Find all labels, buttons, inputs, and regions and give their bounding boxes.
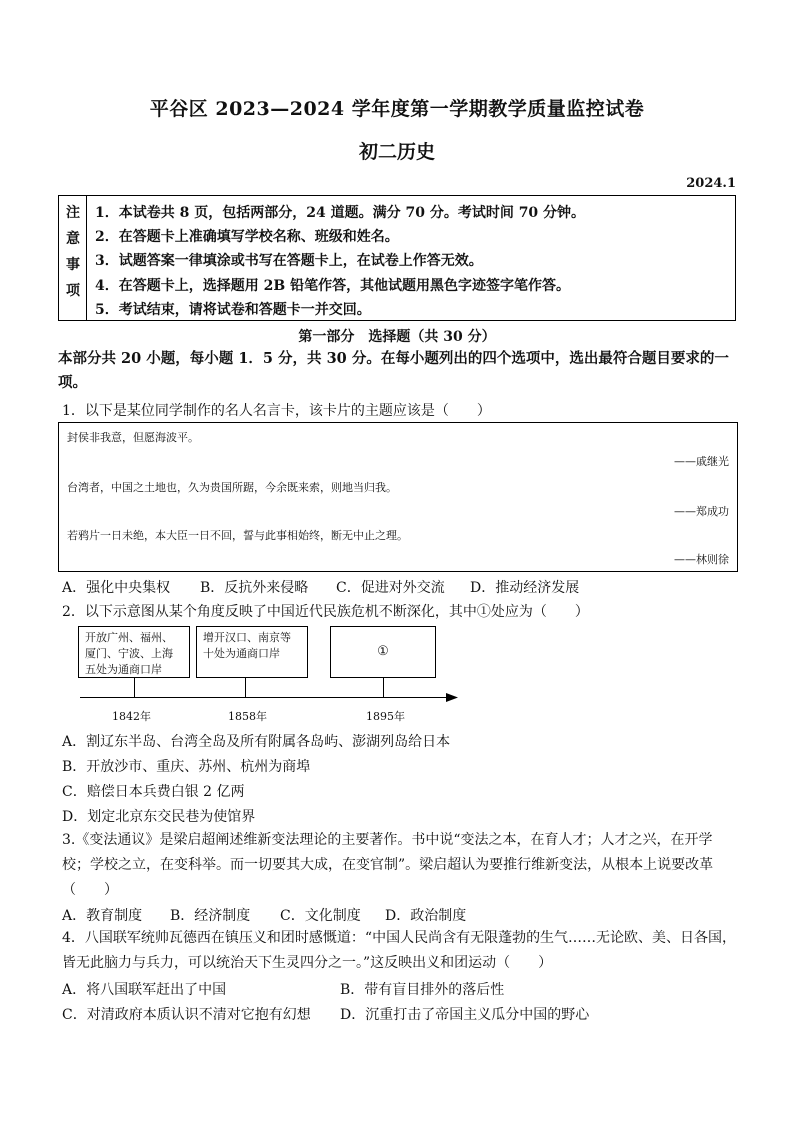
- q3-option-a[interactable]: A．教育制度: [62, 908, 143, 924]
- part-heading: 第一部分 选择题（共 30 分）: [298, 329, 496, 345]
- notice-label-char: 注: [66, 205, 80, 221]
- timeline-tick: [245, 678, 246, 697]
- question-1-stem: 1．以下是某位同学制作的名人名言卡，该卡片的主题应该是（ ）: [62, 403, 491, 419]
- timeline-box-1858: 增开汉口、南京等十处为通商口岸: [196, 626, 308, 678]
- exam-subject: 初二历史: [358, 141, 435, 163]
- timeline-arrow-icon: [446, 692, 458, 703]
- q3-option-d[interactable]: D．政治制度: [385, 908, 467, 924]
- question-4-stem: 4．八国联军统帅瓦德西在镇压义和团时感慨道：“中国人民尚含有无限蓬勃的生气……无论欧、美、日各国，皆无此脑力与兵力，可以统治天下生灵四分之一。”这反映出义和团运动（ ）: [62, 930, 737, 971]
- question-2-stem: 2．以下示意图从某个角度反映了中国近代民族危机不断深化，其中①处应为（ ）: [62, 604, 589, 620]
- timeline-tick: [134, 678, 135, 697]
- q2-option-d[interactable]: D．划定北京东交民巷为使馆界: [62, 809, 256, 825]
- q1-option-c[interactable]: C．促进对外交流: [336, 580, 445, 596]
- notice-label-char: 意: [66, 231, 80, 247]
- quote-text: 封侯非我意，但愿海波平。: [67, 431, 199, 444]
- timeline-box-1842: 开放广州、福州、厦门、宁波、上海五处为通商口岸: [78, 626, 190, 678]
- notice-item: 4．在答题卡上，选择题用 2B 铅笔作答，其他试题用黑色字迹签字笔作答。: [95, 278, 571, 294]
- timeline-year: 1858年: [228, 710, 267, 723]
- q4-option-a[interactable]: A．将八国联军赶出了中国: [62, 982, 227, 998]
- q3-option-b[interactable]: B．经济制度: [170, 908, 251, 924]
- q4-option-c[interactable]: C．对清政府本质认识不清对它抱有幻想: [62, 1007, 311, 1023]
- exam-date: 2024.1: [686, 176, 736, 191]
- q2-option-c[interactable]: C．赔偿日本兵费白银 2 亿两: [62, 784, 245, 800]
- exam-title: 平谷区 2023—2024 学年度第一学期教学质量监控试卷: [149, 98, 645, 120]
- timeline-box-blank: ①: [330, 626, 436, 678]
- q2-option-b[interactable]: B．开放沙市、重庆、苏州、杭州为商埠: [62, 759, 311, 775]
- question-3-stem: 3.《变法通议》是梁启超阐述维新变法理论的主要著作。书中说“变法之本，在育人才；人才之兴，在开学校；学校之立，在变科举。而一切要其大成，在变官制”。梁启超认为要推行维新变法，从根本上说要改革（ ）: [62, 832, 714, 898]
- timeline-axis: [80, 697, 448, 698]
- notice-label-char: 项: [66, 283, 80, 299]
- notice-label-char: 事: [66, 257, 80, 273]
- timeline-year: 1895年: [366, 710, 405, 723]
- timeline-year: 1842年: [112, 710, 151, 723]
- q1-option-a[interactable]: A．强化中央集权: [62, 580, 171, 596]
- notice-item: 3．试题答案一律填涂或书写在答题卡上，在试卷上作答无效。: [95, 253, 483, 269]
- q4-option-b[interactable]: B．带有盲目排外的落后性: [340, 982, 505, 998]
- q3-option-c[interactable]: C．文化制度: [280, 908, 361, 924]
- q1-option-b[interactable]: B．反抗外来侵略: [200, 580, 309, 596]
- notice-item: 1．本试卷共 8 页，包括两部分，24 道题。满分 70 分。考试时间 70 分钟。: [95, 205, 586, 221]
- part-instruction: 本部分共 20 小题，每小题 1．5 分，共 30 分。在每小题列出的四个选项中，选出最符合题目要求的一项。: [58, 350, 729, 391]
- quote-author: ——郑成功: [674, 505, 729, 518]
- quote-author: ——林则徐: [674, 553, 729, 566]
- notice-item: 5．考试结束，请将试卷和答题卡一并交回。: [95, 302, 371, 318]
- q4-option-d[interactable]: D．沉重打击了帝国主义瓜分中国的野心: [340, 1007, 590, 1023]
- timeline-tick: [383, 678, 384, 697]
- quote-text: 若鸦片一日未绝，本大臣一日不回，誓与此事相始终，断无中止之理。: [67, 529, 408, 542]
- q1-option-d[interactable]: D．推动经济发展: [470, 580, 580, 596]
- notice-item: 2．在答题卡上准确填写学校名称、班级和姓名。: [95, 229, 399, 245]
- q2-option-a[interactable]: A．割辽东半岛、台湾全岛及所有附属各岛屿、澎湖列岛给日本: [62, 734, 451, 750]
- quote-text: 台湾者，中国之土地也，久为贵国所踞，今余既来索，则地当归我。: [67, 481, 397, 494]
- quote-author: ——戚继光: [674, 455, 729, 468]
